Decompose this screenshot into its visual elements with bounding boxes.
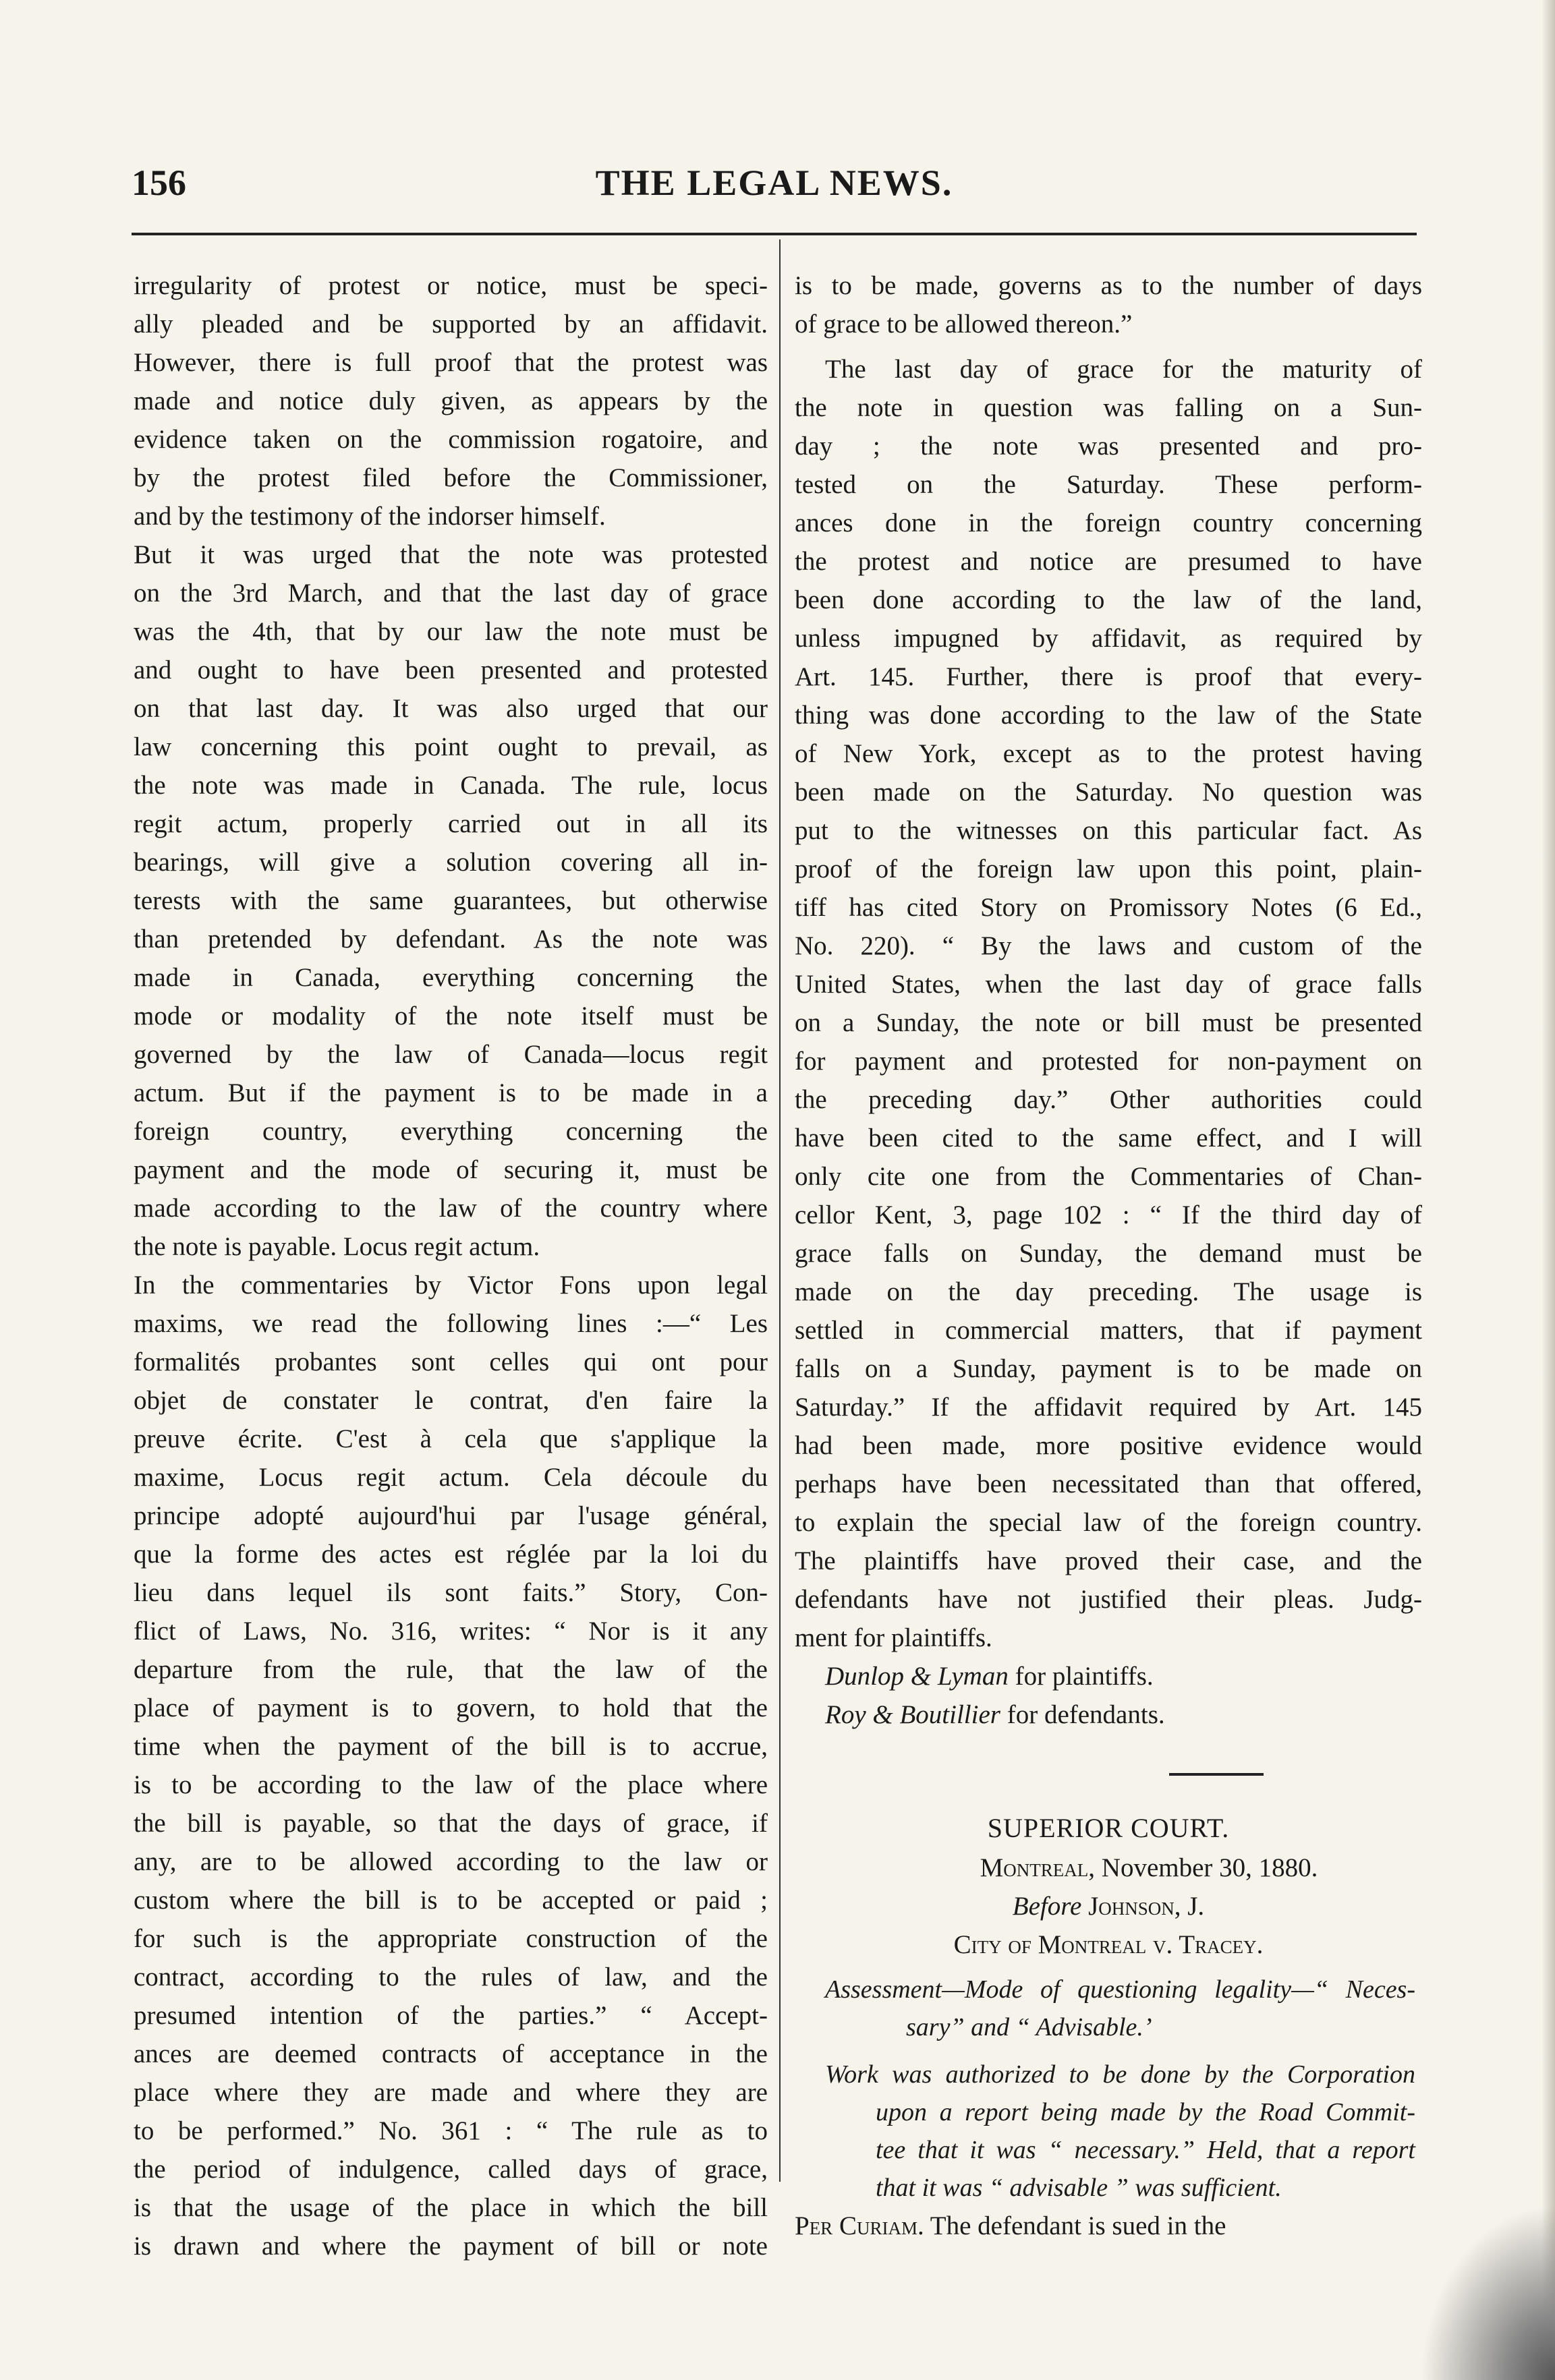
text-line: thing was done according to the law of the State: [795, 701, 1422, 730]
text-line: presumed intention of the parties.” “ Accept-: [134, 2001, 768, 2030]
text-line: ances done in the foreign country concerning: [795, 509, 1422, 538]
text-line: Art. 145. Further, there is proof that every-: [795, 662, 1422, 691]
text-line: ances are deemed contracts of acceptance in the: [134, 2039, 768, 2068]
text-line: any, are to be allowed according to the law or: [134, 1847, 768, 1876]
text-line: settled in commercial matters, that if payment: [795, 1316, 1422, 1345]
text-line: lieu dans lequel ils sont faits.” Story, Con-: [134, 1578, 768, 1607]
text-line: is drawn and where the payment of bill or note: [134, 2232, 768, 2261]
text-line: ally pleaded and be supported by an affidavit.: [134, 310, 768, 339]
text-line: the bill is payable, so that the days of grace, if: [134, 1809, 768, 1838]
text-line: regit actum, properly carried out in all its: [134, 809, 768, 838]
text-line: law concerning this point ought to prevail, as: [134, 732, 768, 761]
text-line: than pretended by defendant. As the note was: [134, 925, 768, 954]
text-line: tiff has cited Story on Promissory Notes (6 Ed.,: [795, 893, 1422, 922]
text-line: tee that it was “ necessary.” Held, that a report: [876, 2136, 1415, 2164]
text-line: custom where the bill is to be accepted or paid ;: [134, 1886, 768, 1915]
text-line: of New York, except as to the protest having: [795, 739, 1422, 768]
text-line: bearings, will give a solution covering all in-: [134, 848, 768, 877]
text-line: place where they are made and where they are: [134, 2078, 768, 2107]
bench: [795, 1887, 1422, 1925]
text-line: governed by the law of Canada—locus regit: [134, 1040, 768, 1069]
left-column: [134, 266, 768, 2265]
court-name: SUPERIOR COURT.: [987, 1813, 1230, 1843]
text-line: been made on the Saturday. No question was: [795, 778, 1422, 807]
case-title: City of Montreal v. Tracey.: [953, 1930, 1264, 1959]
text-line: the note is payable. Locus regit actum.: [134, 1232, 540, 1261]
text-line: evidence taken on the commission rogatoire, and: [134, 425, 768, 454]
place: Montreal,: [980, 1853, 1096, 1882]
text-line: made and notice duly given, as appears by the: [134, 386, 768, 415]
counsel-firm: Roy & Boutillier: [825, 1700, 1000, 1729]
page-number: 156: [132, 163, 186, 203]
counsel-role: for defendants.: [1007, 1700, 1165, 1729]
text-line: by the protest filed before the Commissioner,: [134, 463, 768, 492]
text-line: contract, according to the rules of law, and the: [134, 1963, 768, 1992]
text-line: falls on a Sunday, payment is to be made on: [795, 1354, 1422, 1383]
text-line: defendants have not justified their pleas. Judg-: [795, 1585, 1422, 1614]
text-line: the note in question was falling on a Sun-: [795, 393, 1422, 422]
text-line: foreign country, everything concerning the: [134, 1117, 768, 1146]
text-line: to explain the special law of the foreign country.: [795, 1508, 1422, 1537]
text-line: of grace to be allowed thereon.”: [795, 310, 1133, 339]
text-line: mode or modality of the note itself must be: [134, 1002, 768, 1031]
text-line: principe adopté aujourd'hui par l'usage général,: [134, 1501, 768, 1530]
text-line: United States, when the last day of grace falls: [795, 970, 1422, 999]
per-curiam-label: Per Curiam.: [795, 2211, 924, 2240]
text-line: made in Canada, everything concerning the: [134, 963, 768, 992]
text-line: is that the usage of the place in which the bill: [134, 2193, 768, 2222]
text-line: actum. But if the payment is to be made in a: [134, 1078, 768, 1107]
journal-title: THE LEGAL NEWS.: [595, 163, 953, 203]
text-line: is to be made, governs as to the number of days: [795, 271, 1422, 300]
headnote: [795, 1971, 1422, 2046]
text-line: only cite one from the Commentaries of Chan-: [795, 1162, 1422, 1191]
text-line: perhaps have been necessitated than that offered,: [795, 1470, 1422, 1499]
text-line: formalités probantes sont celles qui ont pour: [134, 1347, 768, 1376]
right-column: [795, 266, 1422, 2245]
text-line: been done according to the law of the land,: [795, 585, 1422, 614]
text-line: and by the testimony of the indorser himself.: [134, 502, 606, 531]
text-line: terests with the same guarantees, but otherwise: [134, 886, 768, 915]
text-line: cellor Kent, 3, page 102 : “ If the third day of: [795, 1200, 1422, 1229]
text-line: the preceding day.” Other authorities could: [795, 1085, 1422, 1114]
column-divider: [779, 239, 781, 2182]
text-line: tested on the Saturday. These perform-: [795, 470, 1422, 499]
text-line: que la forme des actes est réglée par la loi du: [134, 1540, 768, 1569]
before-label: Before: [1012, 1892, 1082, 1921]
text-line: irregularity of protest or notice, must be speci-: [134, 271, 768, 300]
text-line: the note was made in Canada. The rule, locus: [134, 771, 768, 800]
text-line: the protest and notice are presumed to have: [795, 547, 1422, 576]
counsel-plaintiffs: [795, 1657, 1422, 1695]
date: November 30, 1880.: [1101, 1853, 1318, 1882]
counsel-defendants: [795, 1695, 1422, 1734]
text-line: made according to the law of the country where: [134, 1194, 768, 1223]
text-line: Saturday.” If the affidavit required by Art. 145: [795, 1393, 1422, 1422]
case-summary: [795, 2056, 1422, 2207]
judge-name: Johnson, J.: [1088, 1892, 1205, 1921]
opening-text: [795, 266, 1422, 343]
text-line: maxims, we read the following lines :—“ Les: [134, 1309, 768, 1338]
section-divider: [1169, 1773, 1264, 1776]
text-line: departure from the rule, that the law of the: [134, 1655, 768, 1684]
page-header: [132, 162, 1417, 223]
text-line: preuve écrite. C'est à cela que s'applique la: [134, 1424, 768, 1453]
text-line: made on the day preceding. The usage is: [795, 1277, 1422, 1306]
text-line: grace falls on Sunday, the demand must be: [795, 1239, 1422, 1268]
text-line: But it was urged that the note was protested: [134, 540, 768, 569]
text-line: on the 3rd March, and that the last day of grace: [134, 579, 768, 608]
text-line: maxime, Locus regit actum. Cela découle du: [134, 1463, 768, 1492]
text-line: The plaintiffs have proved their case, and the: [795, 1546, 1422, 1575]
header-rule: [132, 233, 1417, 235]
per-curiam: [795, 2207, 1422, 2245]
text-line: flict of Laws, No. 316, writes: “ Nor is it any: [134, 1617, 768, 1646]
text-line: ment for plaintiffs.: [795, 1623, 992, 1652]
text-line: for such is the appropriate construction of the: [134, 1924, 768, 1953]
text-line: the period of indulgence, called days of grace,: [134, 2155, 768, 2184]
text-line: was the 4th, that by our law the note must be: [134, 617, 768, 646]
text-line: on that last day. It was also urged that our: [134, 694, 768, 723]
text-line: No. 220). “ By the laws and custom of the: [795, 931, 1422, 960]
text-line: sary” and “ Advisable.’: [906, 2013, 1152, 2041]
judgment-paragraph: [795, 350, 1422, 1657]
text-line: day ; the note was presented and pro-: [795, 432, 1422, 461]
text-line: upon a report being made by the Road Commit-: [876, 2098, 1415, 2126]
text-line: Work was authorized to be done by the Corporation: [825, 2060, 1415, 2089]
text-line: However, there is full proof that the protest was: [134, 348, 768, 377]
text-line: on a Sunday, the note or bill must be presented: [795, 1008, 1422, 1037]
text-line: place of payment is to govern, to hold that the: [134, 1693, 768, 1722]
text-line: proof of the foreign law upon this point, plain-: [795, 854, 1422, 883]
page-edge-shadow: [1542, 0, 1555, 2380]
text-line: that it was “ advisable ” was sufficient.: [876, 2174, 1282, 2202]
counsel-firm: Dunlop & Lyman: [825, 1662, 1009, 1691]
text-line: for payment and protested for non-payment on: [795, 1047, 1422, 1076]
place-date: [795, 1849, 1422, 1887]
text-line: is to be according to the law of the place where: [134, 1770, 768, 1799]
text-line: In the commentaries by Victor Fons upon legal: [134, 1271, 768, 1300]
text-line: had been made, more positive evidence would: [795, 1431, 1422, 1460]
text-line: unless impugned by affidavit, as required by: [795, 624, 1422, 653]
text-line: objet de constater le contrat, d'en faire la: [134, 1386, 768, 1415]
text-line: to be performed.” No. 361 : “ The rule as to: [134, 2116, 768, 2145]
text-line: payment and the mode of securing it, must be: [134, 1155, 768, 1184]
text-line: and ought to have been presented and protested: [134, 656, 768, 685]
corner-smudge: [1420, 2205, 1555, 2380]
per-curiam-text: The defendant is sued in the: [930, 2211, 1226, 2240]
text-line: have been cited to the same effect, and I will: [795, 1124, 1422, 1153]
counsel-role: for plaintiffs.: [1015, 1662, 1154, 1691]
text-line: put to the witnesses on this particular fact. As: [795, 816, 1422, 845]
text-line: Assessment—Mode of questioning legality—“ Neces-: [825, 1975, 1415, 2004]
text-line: The last day of grace for the maturity of: [825, 355, 1422, 384]
text-line: time when the payment of the bill is to accrue,: [134, 1732, 768, 1761]
